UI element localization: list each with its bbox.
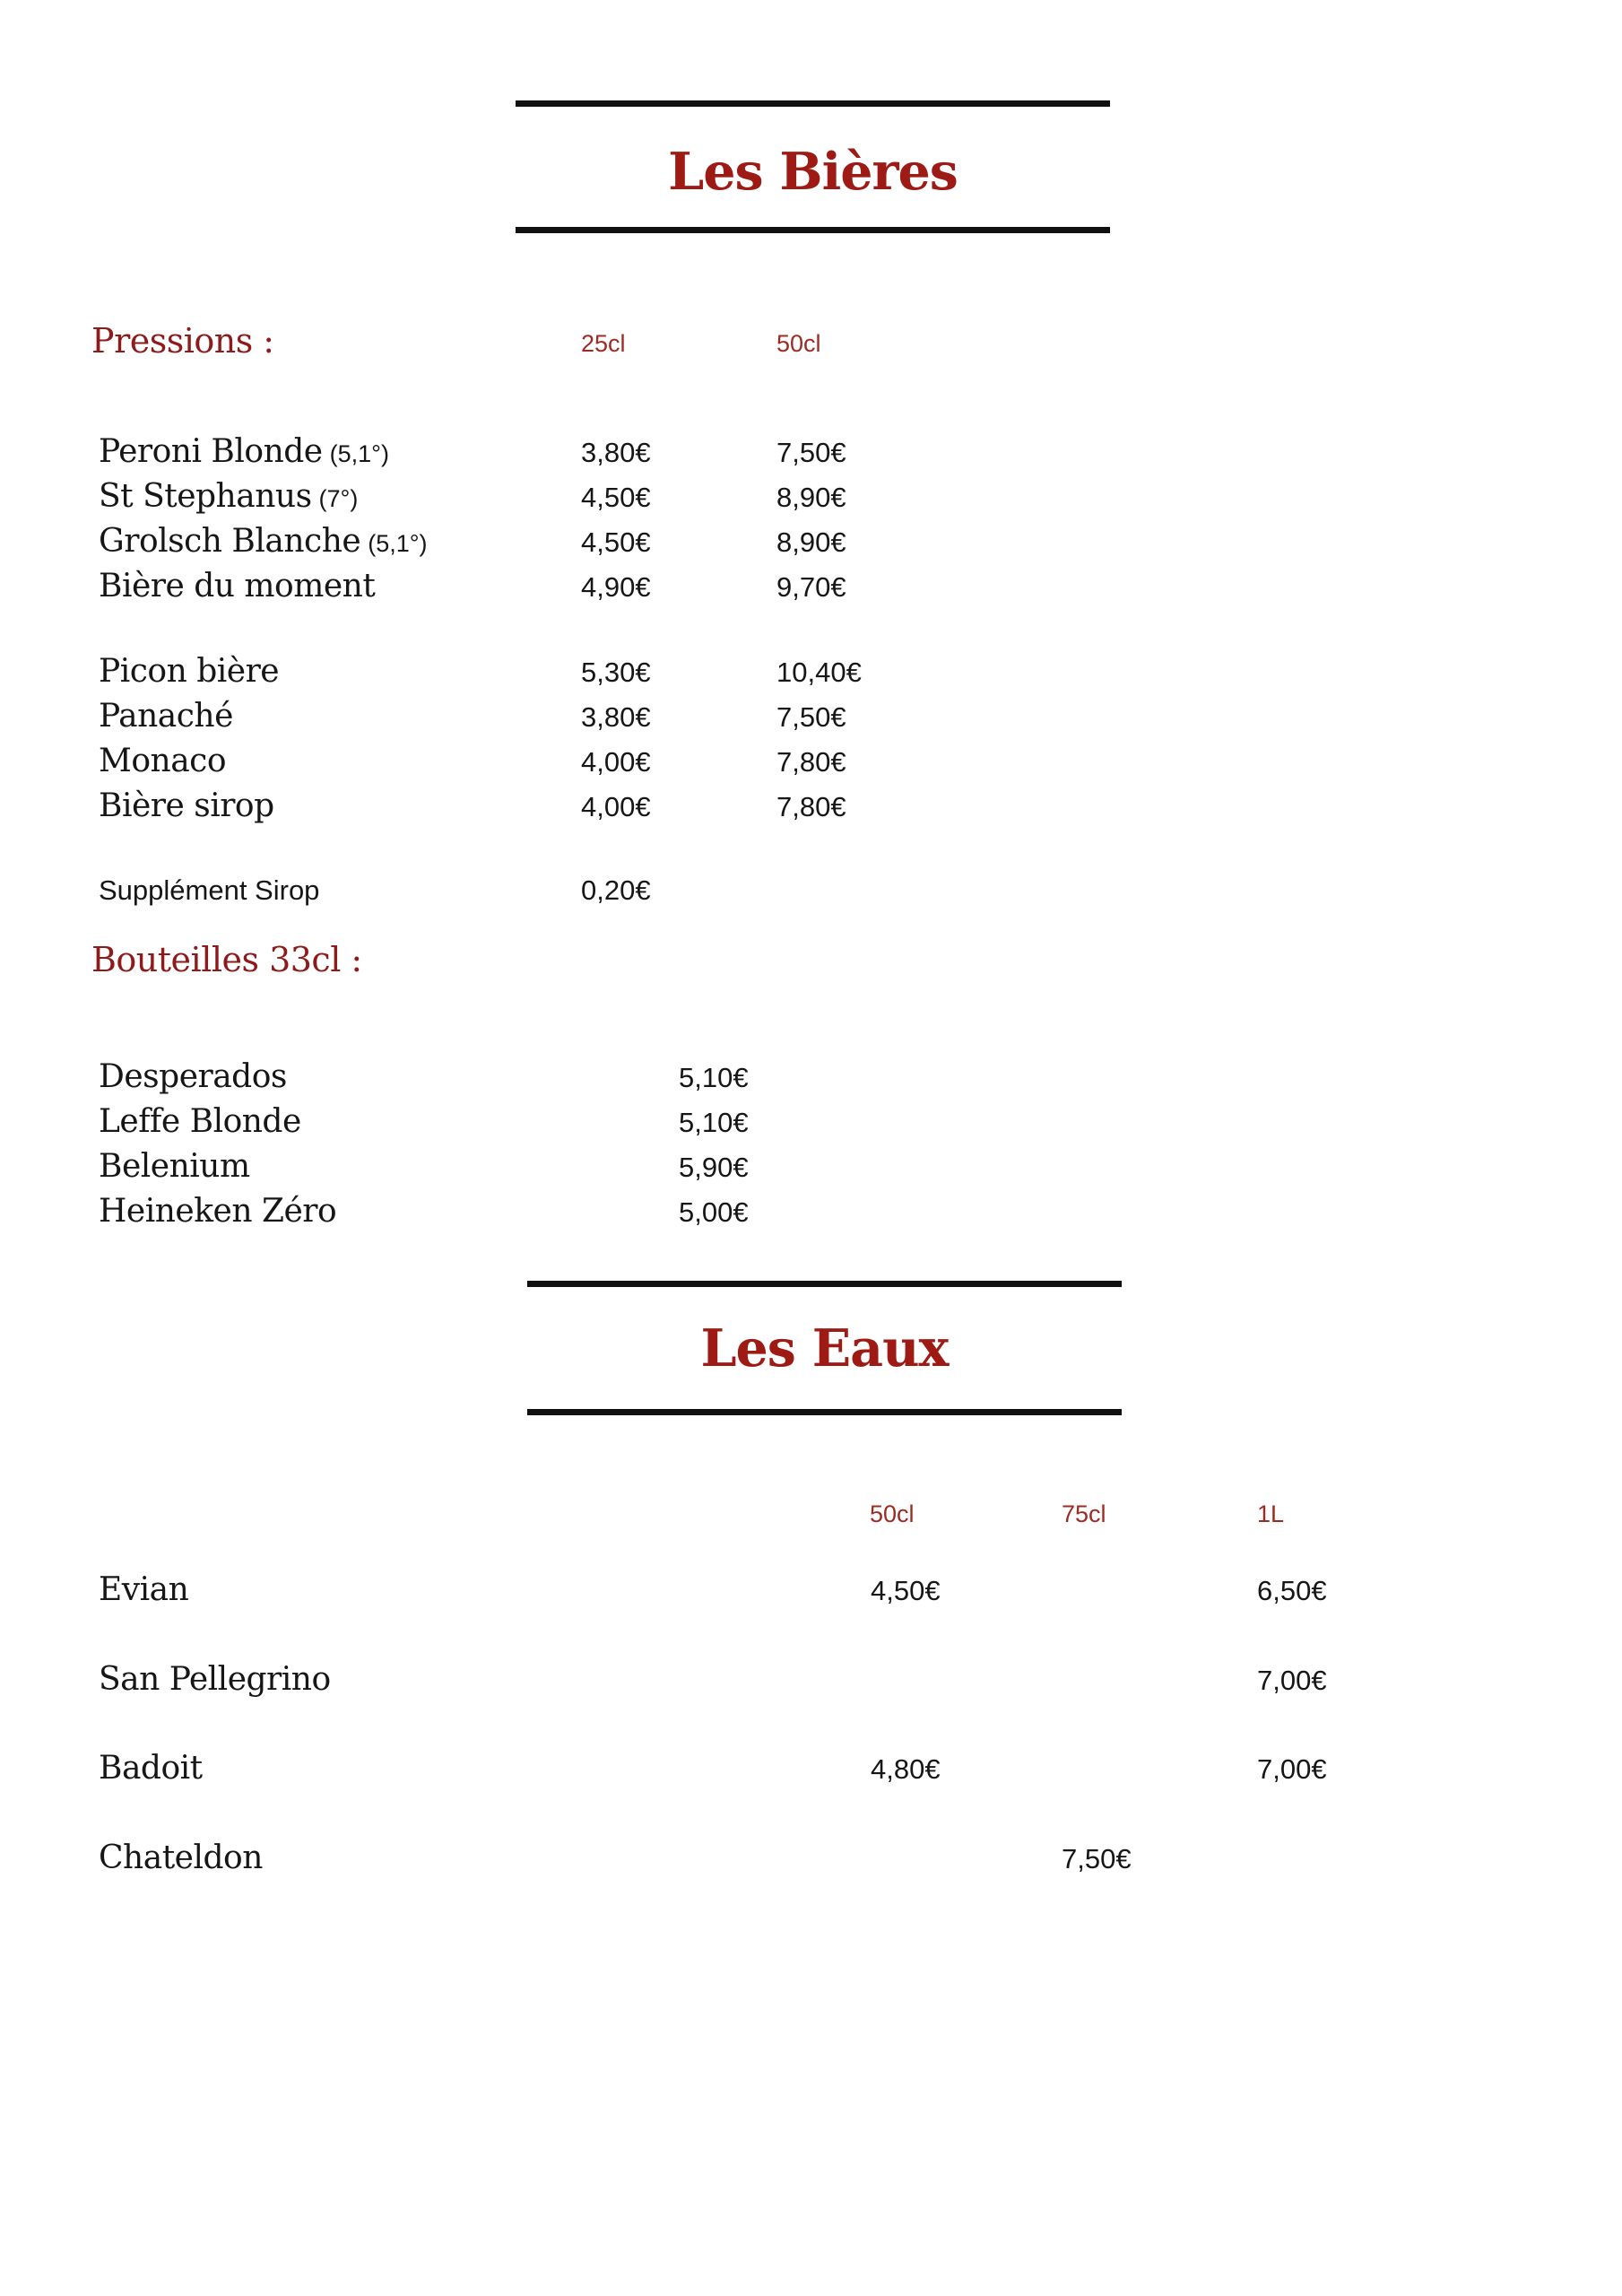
price-50cl: 7,50€ [776,701,846,733]
price-1l: 7,00€ [1257,1664,1327,1696]
menu-item-row [99,1839,1497,1929]
price-25cl: 4,00€ [581,791,651,822]
waters-size-header-1l: 1L [1257,1500,1285,1527]
item-name: Panaché [99,698,233,735]
supplement-label: Supplément Sirop [99,874,320,906]
waters-top-rule [527,1281,1122,1287]
item-name: Chateldon [99,1839,263,1876]
bottled-beers-list [99,1058,1497,1238]
beers-bottom-rule [516,227,1110,233]
beers-top-rule [516,100,1110,107]
price-25cl: 4,00€ [581,746,651,778]
beers-size-header-50cl: 50cl [776,330,821,357]
item-name: Picon bière [99,653,280,690]
menu-item-row [99,1661,1497,1751]
price-1l: 6,50€ [1257,1575,1327,1606]
item-name: Grolsch Blanche [99,523,361,560]
waters-size-header-75cl: 75cl [1062,1500,1106,1527]
item-name: Desperados [99,1058,287,1095]
price-50cl: 4,50€ [871,1575,941,1606]
price-50cl: 8,90€ [776,526,846,558]
waters-list [99,1571,1497,1928]
menu-item-row [99,1193,1497,1238]
item-abv-note: (5,1°) [368,530,428,557]
price-50cl: 7,50€ [776,437,846,468]
price-1l: 7,00€ [1257,1753,1327,1785]
supplement-row [99,874,995,919]
menu-item-row [99,1750,1497,1839]
price-50cl: 8,90€ [776,482,846,513]
item-name: Evian [99,1571,189,1608]
menu-item-row [99,1571,1497,1661]
pressions-label: Pressions : [91,321,274,361]
menu-item-row [99,1103,1497,1148]
price-33cl: 5,10€ [679,1107,749,1138]
price-50cl: 4,80€ [871,1753,941,1785]
price-25cl: 4,50€ [581,526,651,558]
waters-size-header-50cl: 50cl [870,1500,915,1527]
item-abv-note: (7°) [318,485,359,512]
price-33cl: 5,00€ [679,1196,749,1228]
item-name: St Stephanus [99,478,312,515]
supplement-price: 0,20€ [581,874,651,906]
menu-item-row [99,787,1497,832]
beers-size-header-25cl: 25cl [581,330,626,357]
price-75cl: 7,50€ [1062,1842,1132,1874]
price-33cl: 5,10€ [679,1062,749,1093]
item-name: Peroni Blonde [99,433,323,470]
menu-item-row [99,478,1497,523]
beers-section-title: Les Bières [668,142,958,202]
item-name: Belenium [99,1148,250,1185]
item-name: Badoit [99,1750,203,1787]
price-25cl: 5,30€ [581,657,651,688]
price-25cl: 3,80€ [581,701,651,733]
price-25cl: 3,80€ [581,437,651,468]
menu-item-row [99,523,1497,568]
menu-item-row [99,1058,1497,1103]
menu-item-row [99,433,1497,478]
menu-item-row [99,743,1497,787]
price-50cl: 10,40€ [776,657,862,688]
waters-section-title: Les Eaux [700,1318,949,1378]
item-name: Monaco [99,743,227,779]
item-name: Heineken Zéro [99,1193,337,1230]
draft-beers-group2 [99,653,1497,832]
item-name: San Pellegrino [99,1660,331,1698]
item-name: Bière sirop [99,787,274,824]
price-25cl: 4,50€ [581,482,651,513]
price-50cl: 9,70€ [776,571,846,603]
waters-bottom-rule [527,1409,1122,1415]
price-25cl: 4,90€ [581,571,651,603]
menu-item-row [99,698,1497,743]
price-50cl: 7,80€ [776,746,846,778]
item-name: Bière du moment [99,568,376,604]
menu-item-row [99,568,1497,613]
item-name: Leffe Blonde [99,1103,301,1140]
price-50cl: 7,80€ [776,791,846,822]
draft-beers-group1 [99,433,1497,613]
menu-item-row [99,653,1497,698]
bottles-label: Bouteilles 33cl : [91,940,362,979]
price-33cl: 5,90€ [679,1152,749,1183]
item-abv-note: (5,1°) [329,440,389,467]
menu-item-row [99,1148,1497,1193]
